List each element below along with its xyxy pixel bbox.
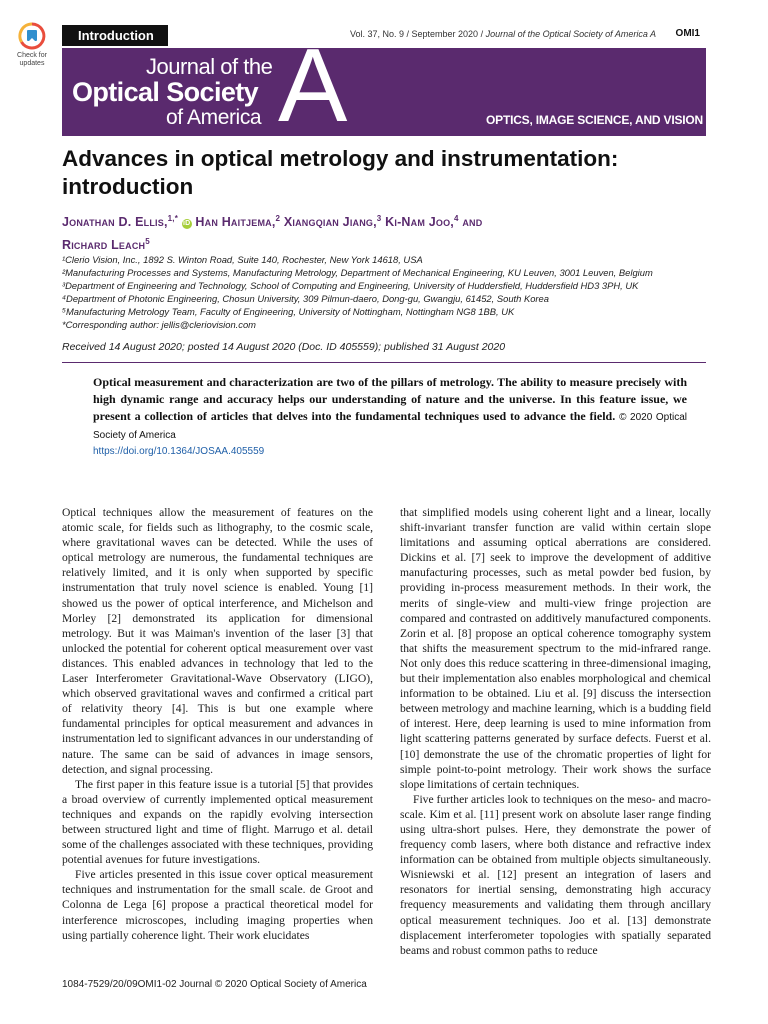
volume-prefix: Vol. 37, No. 9 / September 2020 / bbox=[349, 29, 486, 39]
affiliation: ¹Clerio Vision, Inc., 1892 S. Winton Road, Suite 140, Rochester, New York 14618, USA bbox=[62, 254, 423, 265]
copyright: © 2020 Optical Society of America bbox=[93, 412, 688, 441]
orcid-icon[interactable]: iD bbox=[183, 220, 191, 228]
body-column-right bbox=[400, 505, 711, 958]
paragraph: Five further articles look to techniques on the meso- and macro-scale. Kim et al. [11] present work on absolute laser range finding using ultra-short pulses. Here, they demonstrate the power of frequency comb lasers, where both distance and refractive index information can be obtained from multiple objects simultaneously. Wisniewski et al. [12] present an integration of lasers and resonators for inertial sensing, demonstrating high accuracy frequency measurements and validating them through ancillary optical measurement techniques. Joo et al. [13] demonstrate displacement interferometer topologies with spatially separated beams and robust common paths to reduce bbox=[400, 792, 711, 957]
corresponding-author: *Corresponding author: jellis@cleriovision.com bbox=[62, 319, 256, 330]
divider bbox=[62, 362, 706, 363]
author-name[interactable]: Xiangqian Jiang, bbox=[283, 215, 377, 230]
journal-title-line2: Optical Society bbox=[72, 77, 259, 107]
check-for-updates-icon bbox=[15, 22, 49, 50]
volume-info bbox=[350, 29, 656, 39]
journal-name: Journal of the Optical Society of America A bbox=[485, 29, 656, 39]
check-for-updates-line1: Check for bbox=[17, 52, 47, 59]
author-name[interactable]: Han Haitjema, bbox=[195, 215, 276, 230]
header-bar bbox=[62, 25, 706, 46]
paragraph: The first paper in this feature issue is a tutorial [5] that provides a broad overview of currently implemented optical measurement techniques and expands on the rapidly evolving intersection between structured light and time of flight. Marrugo et al. detail some of the challenges associated with these techniques, providing potential avenues for future investigations. bbox=[62, 777, 373, 867]
journal-title-line3: of America bbox=[166, 106, 262, 129]
paragraph: Optical techniques allow the measurement of features on the atomic scale, for fields such as lithography, to the cosmic scale, where gravitational waves can be detected. While the uses of optical metrology are numerous, the fundamental techniques are relatively limited, and it is only when supported by specific instrumentation that truly novel science is enabled. Young [1] showed us the power of optical interference, and Michelson and Morley [2] demonstrated its application for dimensional metrology. But it was Maiman's invention of the laser [3] that unlocked the potential for coherent optical measurement over vast distances. This enabled advances in technology that led to the Laser Interferometer Gravitational-Wave Observatory (LIGO), which observed gravitational waves and confirmed a critical part of relativity theory [4]. This is but one example where fundamental principles for optical measurement and advances in instrumentation led to significant advances in our understanding of nature. The same can be said of advances in image sensors, detection, and signal processing. bbox=[62, 506, 373, 776]
author-list bbox=[62, 209, 712, 255]
journal-subtitle: OPTICS, IMAGE SCIENCE, AND VISION bbox=[486, 113, 703, 127]
affiliation: ⁵Manufacturing Metrology Team, Faculty of Engineering, University of Nottingham, Nottingham NG8 1BB, UK bbox=[62, 306, 515, 317]
author-affil: 5 bbox=[145, 237, 150, 247]
author-affil: 1,* bbox=[167, 214, 179, 223]
affiliation: ⁴Department of Photonic Engineering, Chosun University, 309 Pilmun-daero, Dong-gu, Gwangju, 61452, South Korea bbox=[62, 293, 549, 304]
check-for-updates[interactable] bbox=[12, 22, 52, 68]
author-name[interactable]: Ki-Nam Joo, bbox=[385, 215, 454, 230]
doi-link[interactable]: https://doi.org/10.1364/JOSAA.405559 bbox=[93, 446, 265, 457]
abstract-text: Optical measurement and characterization are two of the pillars of metrology. The ability to measure precisely with high dynamic range and accuracy helps our understanding of nature and the universe. In this feature issue, we present a collection of articles that delves into the fundamental techniques used to advance the field. bbox=[93, 375, 687, 423]
author-affil: 3 bbox=[376, 214, 382, 223]
check-for-updates-line2: updates bbox=[19, 60, 45, 67]
paragraph: that simplified models using coherent light and a linear, locally shift-invariant transfer function are valid within certain slope limitations and assuming optical aberrations are considered. Dickins et al. [7] seek to improve the development of additive manufacturing processes, such as metal powder bed fusion, by providing in-process measurement methods. In their work, the merits of single-view and multi-view fringe projection are compared and contrasted on additively manufactured components. Zorin et al. [8] propose an optical coherence tomography system that shifts the measurement spectrum to the mid-infrared range. Not only does this reduce scattering in three-dimensional imaging, but their implementation also enables morphological and chemical information to be obtained. Liu et al. [9] discuss the intersection between metrology and machine learning, which is a budding field of interest. Here, deep learning is used to mine information from light scattering patterns generated by surface defects. Fuerst et al. [10] demonstrate the use of the chromatic properties of light for simple point-to-point metrology. Their work shows the surface slope limitations of certain techniques. bbox=[400, 506, 711, 791]
journal-letter: A bbox=[278, 48, 348, 136]
footer-citation: 1084-7529/20/09OMI1-02 Journal © 2020 Optical Society of America bbox=[62, 979, 367, 990]
journal-banner bbox=[62, 48, 706, 136]
author-name[interactable]: Jonathan D. Ellis, bbox=[62, 215, 168, 230]
author-and: and bbox=[462, 215, 483, 230]
author-affil: 4 bbox=[453, 214, 459, 223]
paragraph: Five articles presented in this issue cover optical measurement techniques and instrumentation for the small scale. de Groot and Colonna de Lega [6] propose a practical theoretical model for interference microscopes, including imaging properties when using partially coherence light. Their work elucidates bbox=[62, 868, 373, 942]
abstract bbox=[93, 374, 687, 444]
journal-title-line1: Journal of the bbox=[146, 54, 273, 79]
author-name[interactable]: Richard Leach bbox=[62, 238, 146, 253]
affiliation: ³Department of Engineering and Technology, School of Computing and Engineering, University of Huddersfield, Huddersfield HD3 3PH, UK bbox=[62, 280, 639, 291]
publication-dates: Received 14 August 2020; posted 14 August 2020 (Doc. ID 405559); published 31 August 2020 bbox=[62, 341, 506, 353]
page-number: OMI1 bbox=[675, 28, 700, 39]
author-affil: 2 bbox=[275, 214, 281, 223]
body-column-left bbox=[62, 505, 373, 943]
affiliation: ²Manufacturing Processes and Systems, Manufacturing Metrology, Department of Mechanical Engineering, KU Leuven, 3001 Leuven, Belgium bbox=[62, 267, 653, 278]
affiliations bbox=[62, 253, 722, 331]
article-title: Advances in optical metrology and instrumentation: introduction bbox=[62, 146, 619, 199]
section-label: Introduction bbox=[62, 25, 168, 46]
